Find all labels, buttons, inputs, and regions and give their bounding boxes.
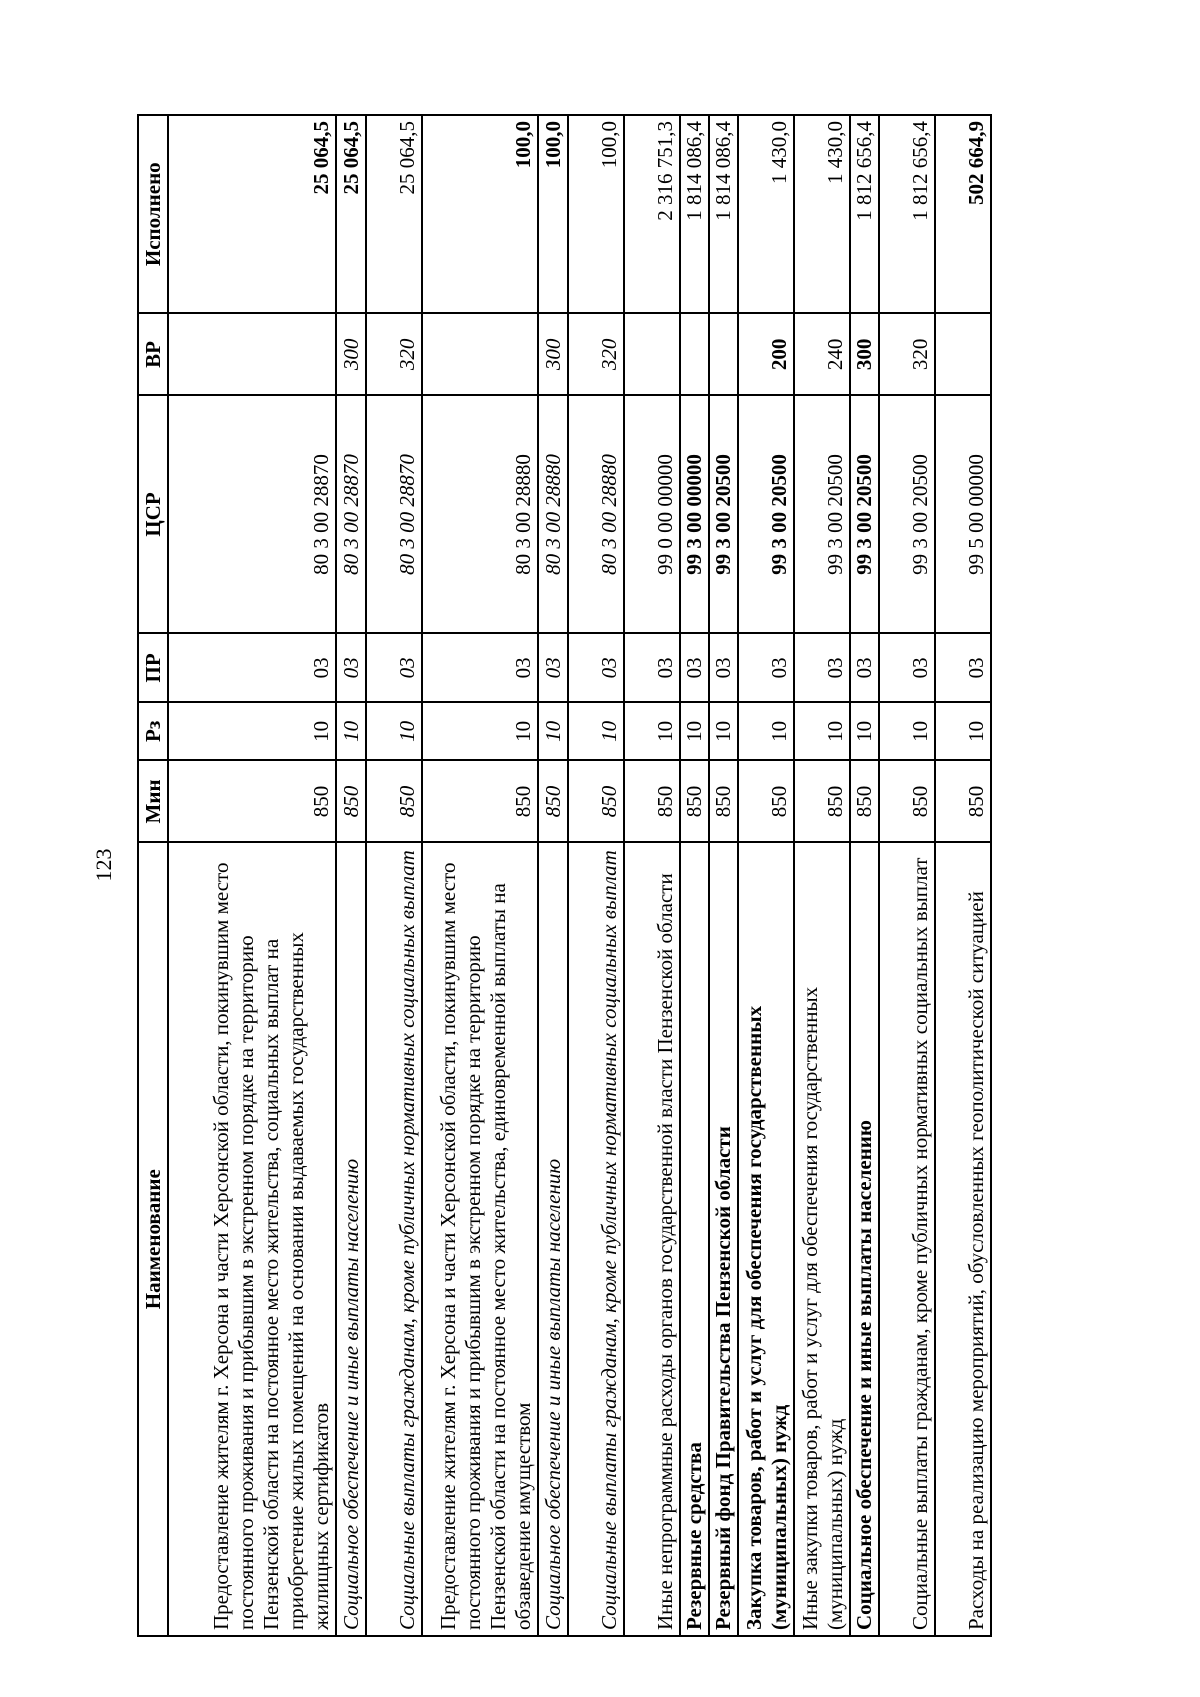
header-csr: ЦСР (138, 395, 168, 633)
row-csr: 99 3 00 00000 (680, 395, 709, 633)
row-min: 850 (879, 760, 935, 842)
table-row (568, 115, 624, 1636)
table-row (879, 115, 935, 1636)
row-name: Социальное обеспечение и иные выплаты населению (336, 842, 366, 1636)
row-name: Социальные выплаты гражданам, кроме публичных нормативных социальных выплат (879, 842, 935, 1636)
row-min: 850 (709, 760, 738, 842)
row-rz: 10 (422, 702, 538, 760)
row-csr: 99 3 00 20500 (794, 395, 850, 633)
row-min: 850 (336, 760, 366, 842)
row-vr (422, 313, 538, 395)
row-vr: 300 (850, 313, 879, 395)
row-name: Резервный фонд Правительства Пензенской области (709, 842, 738, 1636)
row-vr: 200 (738, 313, 794, 395)
row-csr: 99 3 00 20500 (738, 395, 794, 633)
row-vr (709, 313, 738, 395)
row-vr: 300 (336, 313, 366, 395)
budget-table-container (137, 114, 988, 1637)
table-row (680, 115, 709, 1636)
row-min: 850 (366, 760, 422, 842)
row-name: Социальные выплаты гражданам, кроме публичных нормативных социальных выплат (568, 842, 624, 1636)
row-done: 25 064,5 (366, 115, 422, 313)
row-done: 1 430,0 (738, 115, 794, 313)
table-row (794, 115, 850, 1636)
page-number: 123 (91, 848, 116, 882)
row-vr (680, 313, 709, 395)
row-csr: 80 3 00 28870 (168, 395, 336, 633)
row-csr: 99 3 00 20500 (879, 395, 935, 633)
header-pr: ПР (138, 633, 168, 702)
row-pr: 03 (935, 633, 991, 702)
row-vr: 320 (879, 313, 935, 395)
header-rz: Рз (138, 702, 168, 760)
row-rz: 10 (680, 702, 709, 760)
row-vr (168, 313, 336, 395)
row-min: 850 (738, 760, 794, 842)
header-name: Наименование (138, 842, 168, 1636)
row-pr: 03 (738, 633, 794, 702)
row-name: Закупка товаров, работ и услуг для обеспечения государственных (муниципальных) нужд (738, 842, 794, 1636)
row-min: 850 (422, 760, 538, 842)
row-name: Иные закупки товаров, работ и услуг для обеспечения государственных (муниципальных) нужд (794, 842, 850, 1636)
row-min: 850 (935, 760, 991, 842)
row-name: Расходы на реализацию мероприятий, обусловленных геополитической ситуацией (935, 842, 991, 1636)
row-done: 100,0 (538, 115, 568, 313)
row-pr: 03 (336, 633, 366, 702)
row-min: 850 (568, 760, 624, 842)
row-csr: 80 3 00 28880 (568, 395, 624, 633)
row-min: 850 (538, 760, 568, 842)
table-row (624, 115, 680, 1636)
row-done: 2 316 751,3 (624, 115, 680, 313)
row-name: Предоставление жителям г. Херсона и части Херсонской области, покинувшим место постоянного проживания и прибывшим в экстренном порядке на территорию Пензенской области на постоянное место жительства, единовременной выплаты на обзаведение имуществом (422, 842, 538, 1636)
row-done: 1 430,0 (794, 115, 850, 313)
table-row (366, 115, 422, 1636)
row-vr: 320 (366, 313, 422, 395)
table-row (850, 115, 879, 1636)
row-name: Иные непрограммные расходы органов государственной власти Пензенской области (624, 842, 680, 1636)
table-header-row (138, 115, 168, 1636)
table-row (538, 115, 568, 1636)
row-done: 1 814 086,4 (709, 115, 738, 313)
budget-table (137, 114, 992, 1637)
row-pr: 03 (538, 633, 568, 702)
row-done: 1 812 656,4 (850, 115, 879, 313)
header-vr: ВР (138, 313, 168, 395)
header-min: Мин (138, 760, 168, 842)
row-name: Социальные выплаты гражданам, кроме публичных нормативных социальных выплат (366, 842, 422, 1636)
row-done: 25 064,5 (336, 115, 366, 313)
row-csr: 99 3 00 20500 (850, 395, 879, 633)
row-rz: 10 (624, 702, 680, 760)
table-row (709, 115, 738, 1636)
row-pr: 03 (879, 633, 935, 702)
row-pr: 03 (624, 633, 680, 702)
table-row (336, 115, 366, 1636)
row-min: 850 (624, 760, 680, 842)
table-row (935, 115, 991, 1636)
row-rz: 10 (794, 702, 850, 760)
row-csr: 80 3 00 28870 (366, 395, 422, 633)
row-csr: 80 3 00 28870 (336, 395, 366, 633)
row-min: 850 (850, 760, 879, 842)
row-pr: 03 (709, 633, 738, 702)
row-pr: 03 (850, 633, 879, 702)
row-vr: 240 (794, 313, 850, 395)
row-csr: 99 0 00 00000 (624, 395, 680, 633)
row-name: Предоставление жителям г. Херсона и части Херсонской области, покинувшим место постоянного проживания и прибывшим в экстренном порядке на территорию Пензенской области на постоянное место жительства, социальных выплат на приобретение жилых помещений на основании выдаваемых государственных жилищных сертификатов (168, 842, 336, 1636)
row-pr: 03 (680, 633, 709, 702)
row-rz: 10 (709, 702, 738, 760)
table-row (168, 115, 336, 1636)
row-min: 850 (168, 760, 336, 842)
row-min: 850 (794, 760, 850, 842)
row-csr: 80 3 00 28880 (538, 395, 568, 633)
row-rz: 10 (538, 702, 568, 760)
row-vr: 320 (568, 313, 624, 395)
row-done: 100,0 (422, 115, 538, 313)
row-done: 502 664,9 (935, 115, 991, 313)
row-csr: 99 5 00 00000 (935, 395, 991, 633)
header-done: Исполнено (138, 115, 168, 313)
row-rz: 10 (168, 702, 336, 760)
row-pr: 03 (568, 633, 624, 702)
row-pr: 03 (422, 633, 538, 702)
row-pr: 03 (168, 633, 336, 702)
row-rz: 10 (568, 702, 624, 760)
row-csr: 80 3 00 28880 (422, 395, 538, 633)
row-done: 1 812 656,4 (879, 115, 935, 313)
row-pr: 03 (794, 633, 850, 702)
row-done: 1 814 086,4 (680, 115, 709, 313)
row-csr: 99 3 00 20500 (709, 395, 738, 633)
row-done: 100,0 (568, 115, 624, 313)
row-done: 25 064,5 (168, 115, 336, 313)
row-min: 850 (680, 760, 709, 842)
row-name: Социальное обеспечение и иные выплаты населению (850, 842, 879, 1636)
row-rz: 10 (935, 702, 991, 760)
row-rz: 10 (336, 702, 366, 760)
row-rz: 10 (850, 702, 879, 760)
row-pr: 03 (366, 633, 422, 702)
row-rz: 10 (738, 702, 794, 760)
row-name: Социальное обеспечение и иные выплаты населению (538, 842, 568, 1636)
table-row (422, 115, 538, 1636)
table-row (738, 115, 794, 1636)
row-rz: 10 (366, 702, 422, 760)
row-vr (624, 313, 680, 395)
row-vr (935, 313, 991, 395)
row-name: Резервные средства (680, 842, 709, 1636)
row-vr: 300 (538, 313, 568, 395)
row-rz: 10 (879, 702, 935, 760)
